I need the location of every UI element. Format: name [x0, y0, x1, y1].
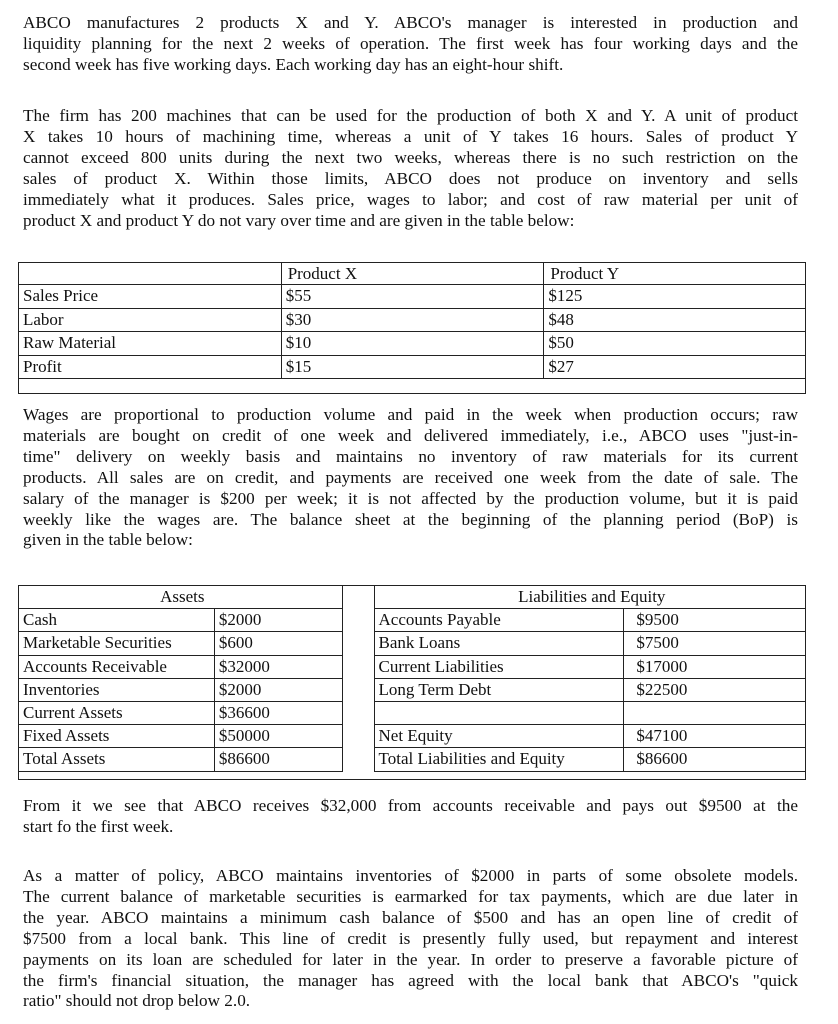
- liabilities-header: Liabilities and Equity: [374, 586, 805, 609]
- asset-label: Accounts Receivable: [19, 655, 215, 678]
- asset-value: $86600: [214, 748, 342, 771]
- text-line: Wages are proportional to production volume and paid in the week when production occurs; raw: [23, 405, 798, 424]
- liability-value: $22500: [624, 678, 806, 701]
- text-line: As a matter of policy, ABCO maintains inventories of $2000 in parts of some obsolete models.: [23, 866, 798, 885]
- table-row: [19, 655, 806, 678]
- asset-label: Current Assets: [19, 701, 215, 724]
- machines-paragraph: [23, 106, 798, 231]
- text-line: time" delivery on weekly basis and maintains no inventory of raw materials for its current: [23, 446, 798, 466]
- liability-label: Bank Loans: [374, 632, 624, 655]
- table-row: [19, 678, 806, 701]
- table-row: [19, 355, 806, 379]
- liability-label: Total Liabilities and Equity: [374, 748, 624, 771]
- asset-value: $2000: [214, 678, 342, 701]
- text-line: second week has five working days. Each working day has an eight-hour shift.: [23, 54, 564, 74]
- product-x-value: $15: [281, 355, 544, 379]
- table-row: [19, 308, 806, 332]
- text-line: ratio" should not drop below 2.0.: [23, 991, 251, 1011]
- text-line: From it we see that ABCO receives $32,000 from accounts receivable and pays out $9500 at the: [23, 796, 798, 815]
- wages-paragraph: [23, 405, 798, 551]
- text-line: The firm has 200 machines that can be used for the production of both X and Y. A unit of product: [23, 106, 798, 125]
- text-line: start fo the first week.: [23, 816, 174, 836]
- table-bottom-gap: [19, 379, 806, 394]
- product-y-value: $48: [544, 308, 806, 332]
- text-line: given in the table below:: [23, 530, 193, 550]
- product-x-value: $55: [281, 285, 544, 309]
- table-row: [19, 609, 806, 632]
- table-row: [19, 332, 806, 356]
- liability-value: $17000: [624, 655, 806, 678]
- table-bottom-gap: [19, 771, 806, 779]
- asset-label: Total Assets: [19, 748, 215, 771]
- table-row: [19, 285, 806, 309]
- text-line: X takes 10 hours of machining time, whereas a unit of Y takes 16 hours. Sales of product Y: [23, 126, 798, 146]
- text-line: salary of the manager is $200 per week; it is not affected by the production volume, but it is paid: [23, 488, 798, 508]
- asset-value: $50000: [214, 725, 342, 748]
- assets-header: Assets: [19, 586, 343, 609]
- asset-value: $600: [214, 632, 342, 655]
- product-y-value: $27: [544, 355, 806, 379]
- liability-label: [374, 701, 624, 724]
- asset-label: Fixed Assets: [19, 725, 215, 748]
- liability-value: $47100: [624, 725, 806, 748]
- row-label: Labor: [19, 308, 282, 332]
- row-label: Raw Material: [19, 332, 282, 356]
- receipts-paragraph: [23, 796, 798, 838]
- product-x-value: $30: [281, 308, 544, 332]
- text-line: products. All sales are on credit, and payments are received one week from the date of sale. The: [23, 467, 798, 487]
- asset-label: Cash: [19, 609, 215, 632]
- text-line: The current balance of marketable securities is earmarked for tax payments, which are due later in: [23, 886, 798, 906]
- text-line: product X and product Y do not vary over time and are given in the table below:: [23, 210, 575, 230]
- product-y-value: $125: [544, 285, 806, 309]
- text-line: weekly like the wages are. The balance sheet at the beginning of the planning period (BoP) is: [23, 509, 798, 529]
- product-x-value: $10: [281, 332, 544, 356]
- text-line: sales of product X. Within those limits, ABCO does not produce on inventory and sells: [23, 168, 798, 188]
- asset-value: $32000: [214, 655, 342, 678]
- liability-label: Accounts Payable: [374, 609, 624, 632]
- liability-value: $9500: [624, 609, 806, 632]
- balance-sheet-table: [18, 585, 806, 780]
- text-line: liquidity planning for the next 2 weeks of operation. The first week has four working days and the: [23, 33, 798, 53]
- liability-label: Net Equity: [374, 725, 624, 748]
- asset-value: $36600: [214, 701, 342, 724]
- table-row: [19, 701, 806, 724]
- table-row: [19, 632, 806, 655]
- liability-label: Current Liabilities: [374, 655, 624, 678]
- text-line: cannot exceed 800 units during the next two weeks, whereas there is no such restriction on the: [23, 147, 798, 167]
- row-label: Sales Price: [19, 285, 282, 309]
- text-line: $7500 from a local bank. This line of credit is presently fully used, but repayment and interest: [23, 928, 798, 948]
- product-table-header: [19, 263, 806, 285]
- text-line: the firm's financial situation, the manager has agreed with the local bank that ABCO's "quick: [23, 970, 798, 990]
- header-product-y: Product Y: [544, 263, 806, 285]
- intro-paragraph: [23, 13, 798, 76]
- table-row: [19, 725, 806, 748]
- text-line: materials are bought on credit of one week and delivered immediately, i.e., ABCO uses "just-in-: [23, 425, 798, 445]
- liability-value: $86600: [624, 748, 806, 771]
- liability-value: $7500: [624, 632, 806, 655]
- text-line: payments on its loan are scheduled for later in the year. In order to preserve a favorable picture of: [23, 949, 798, 969]
- liability-value: [624, 701, 806, 724]
- liability-label: Long Term Debt: [374, 678, 624, 701]
- header-blank: [19, 263, 282, 285]
- row-label: Profit: [19, 355, 282, 379]
- product-y-value: $50: [544, 332, 806, 356]
- text-line: immediately what it produces. Sales price, wages to labor; and cost of raw material per unit of: [23, 189, 798, 209]
- policy-paragraph: [23, 866, 798, 1012]
- text-line: ABCO manufactures 2 products X and Y. ABCO's manager is interested in production and: [23, 13, 798, 32]
- text-line: the year. ABCO maintains a minimum cash balance of $500 and has an open line of credit of: [23, 907, 798, 927]
- asset-label: Marketable Securities: [19, 632, 215, 655]
- balance-header-row: [19, 586, 806, 609]
- product-table: [18, 262, 806, 394]
- table-row: [19, 748, 806, 771]
- asset-value: $2000: [214, 609, 342, 632]
- header-product-x: Product X: [281, 263, 544, 285]
- asset-label: Inventories: [19, 678, 215, 701]
